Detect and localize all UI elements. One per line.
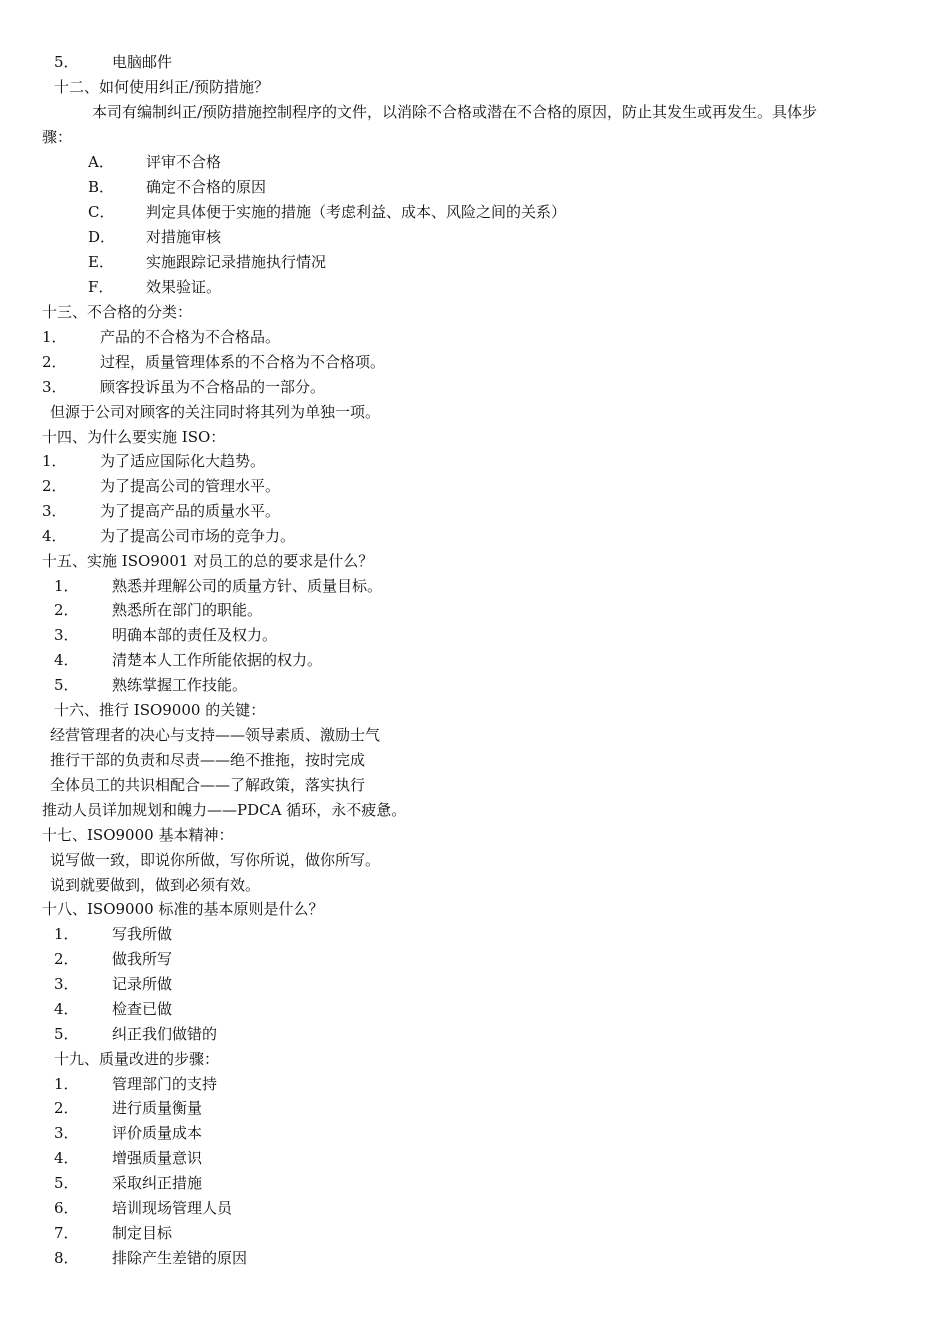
- paragraph-line: [50, 750, 365, 770]
- line-text: 评审不合格: [146, 153, 222, 171]
- section-heading: [54, 77, 269, 97]
- line-text: 制定目标: [112, 1224, 173, 1242]
- line-text: 管理部门的支持: [112, 1075, 218, 1093]
- list-item: [54, 974, 172, 994]
- list-item: [54, 999, 172, 1019]
- list-item: [54, 1173, 202, 1193]
- line-text: 采取纠正措施: [112, 1174, 203, 1192]
- list-number: 5．: [54, 1025, 79, 1043]
- list-number: 5．: [54, 676, 79, 694]
- paragraph-line: [50, 402, 380, 422]
- list-number: 2．: [42, 353, 67, 371]
- line-text: 推动人员详加规划和魄力——PDCA 循环，永不疲惫。: [42, 801, 407, 819]
- list-number: 3．: [54, 1124, 79, 1142]
- list-item: [54, 650, 322, 670]
- list-item: [54, 600, 262, 620]
- line-text: 实施跟踪记录措施执行情况: [146, 253, 327, 271]
- line-text: 十二、如何使用纠正/预防措施？: [54, 78, 270, 96]
- list-number: 4．: [54, 1000, 79, 1018]
- list-item: [88, 252, 326, 272]
- line-text: 十九、质量改进的步骤：: [54, 1050, 220, 1068]
- line-text: 为了提高公司市场的竞争力。: [100, 527, 296, 545]
- section-heading: [42, 302, 192, 322]
- line-text: 评价质量成本: [112, 1124, 203, 1142]
- line-text: 判定具体便于实施的措施（考虑利益、成本、风险之间的关系）: [146, 203, 567, 221]
- list-number: 7．: [54, 1224, 79, 1242]
- list-number: 8．: [54, 1249, 79, 1267]
- list-number: 1．: [54, 577, 79, 595]
- list-item: [42, 526, 295, 546]
- paragraph-line: [50, 725, 380, 745]
- line-text: 推行干部的负责和尽责——绝不推拖，按时完成: [50, 751, 366, 769]
- list-number: F．: [88, 278, 114, 296]
- list-item: [54, 1223, 172, 1243]
- list-item: [54, 1098, 202, 1118]
- list-item: [88, 177, 266, 197]
- line-text: 十三、不合格的分类：: [42, 303, 193, 321]
- line-text: 说写做一致，即说你所做，写你所说，做你所写。: [50, 851, 381, 869]
- list-number: 4．: [54, 651, 79, 669]
- line-text: 说到就要做到，做到必须有效。: [50, 876, 261, 894]
- list-number: B．: [88, 178, 115, 196]
- line-text: 十八、ISO9000 标准的基本原则是什么？: [42, 900, 324, 918]
- list-number: A．: [88, 153, 114, 171]
- list-item: [88, 202, 566, 222]
- list-number: 3．: [54, 626, 79, 644]
- list-number: 5．: [54, 1174, 79, 1192]
- list-number: 3．: [42, 502, 67, 520]
- line-text: 明确本部的责任及权力。: [112, 626, 278, 644]
- list-item: [54, 1074, 217, 1094]
- list-number: 5．: [54, 53, 79, 71]
- list-item: [54, 1198, 232, 1218]
- list-item: [54, 675, 247, 695]
- list-number: 1．: [42, 452, 67, 470]
- section-heading: [42, 899, 323, 919]
- list-item: [42, 352, 385, 372]
- line-text: 十七、ISO9000 基本精神：: [42, 826, 234, 844]
- line-text: 产品的不合格为不合格品。: [100, 328, 281, 346]
- line-text: 效果验证。: [146, 278, 222, 296]
- list-number: 4．: [54, 1149, 79, 1167]
- list-number: D．: [88, 228, 116, 246]
- list-item: [54, 576, 382, 596]
- section-heading: [54, 700, 265, 720]
- list-item: [42, 501, 280, 521]
- line-text: 进行质量衡量: [112, 1099, 203, 1117]
- list-item: [54, 625, 277, 645]
- list-item: [54, 1024, 217, 1044]
- line-text: 为了适应国际化大趋势。: [100, 452, 266, 470]
- list-number: 4．: [42, 527, 67, 545]
- list-item: [54, 1148, 202, 1168]
- line-text: 为了提高产品的质量水平。: [100, 502, 281, 520]
- line-text: 经营管理者的决心与支持——领导素质、激励士气: [50, 726, 381, 744]
- paragraph-line: [92, 102, 817, 122]
- line-text: 十四、为什么要实施 ISO：: [42, 428, 226, 446]
- list-item: [54, 1248, 247, 1268]
- line-text: 写我所做: [112, 925, 173, 943]
- paragraph-line: [50, 775, 365, 795]
- paragraph-line: [50, 875, 260, 895]
- list-number: 6．: [54, 1199, 79, 1217]
- list-number: 2．: [54, 1099, 79, 1117]
- list-number: 3．: [42, 378, 67, 396]
- line-text: 清楚本人工作所能依据的权力。: [112, 651, 323, 669]
- line-text: 电脑邮件: [112, 53, 173, 71]
- list-item: [42, 377, 325, 397]
- line-text: 熟悉所在部门的职能。: [112, 601, 263, 619]
- list-item: [88, 277, 221, 297]
- list-item: [88, 152, 221, 172]
- line-text: 但源于公司对顾客的关注同时将其列为单独一项。: [50, 403, 381, 421]
- list-item: [42, 327, 280, 347]
- list-number: 1．: [54, 925, 79, 943]
- line-text: 纠正我们做错的: [112, 1025, 218, 1043]
- paragraph-line: [50, 850, 380, 870]
- list-number: C．: [88, 203, 115, 221]
- line-text: 培训现场管理人员: [112, 1199, 233, 1217]
- line-text: 增强质量意识: [112, 1149, 203, 1167]
- list-number: 2．: [54, 601, 79, 619]
- list-item: [54, 949, 172, 969]
- line-text: 熟练掌握工作技能。: [112, 676, 248, 694]
- line-text: 熟悉并理解公司的质量方针、质量目标。: [112, 577, 383, 595]
- line-text: 骤：: [42, 128, 73, 146]
- line-text: 十六、推行 ISO9000 的关键：: [54, 701, 266, 719]
- list-item: [88, 227, 221, 247]
- list-number: 1．: [42, 328, 67, 346]
- line-text: 全体员工的共识相配合——了解政策，落实执行: [50, 776, 366, 794]
- list-number: 2．: [54, 950, 79, 968]
- line-text: 确定不合格的原因: [146, 178, 267, 196]
- list-number: E．: [88, 253, 114, 271]
- line-text: 对措施审核: [146, 228, 222, 246]
- line-text: 检查已做: [112, 1000, 173, 1018]
- paragraph-line: [42, 127, 72, 147]
- line-text: 过程，质量管理体系的不合格为不合格项。: [100, 353, 386, 371]
- list-item: [54, 924, 172, 944]
- line-text: 本司有编制纠正/预防措施控制程序的文件，以消除不合格或潜在不合格的原因，防止其发生或再发生。具体步: [92, 103, 818, 121]
- list-number: 1．: [54, 1075, 79, 1093]
- line-text: 排除产生差错的原因: [112, 1249, 248, 1267]
- list-number: 2．: [42, 477, 67, 495]
- list-number: 3．: [54, 975, 79, 993]
- list-item: [42, 451, 265, 471]
- section-heading: [54, 1049, 219, 1069]
- section-heading: [42, 427, 225, 447]
- section-heading: [42, 551, 373, 571]
- list-item: [42, 476, 280, 496]
- section-heading: [42, 825, 233, 845]
- line-text: 十五、实施 ISO9001 对员工的总的要求是什么？: [42, 552, 374, 570]
- line-text: 顾客投诉虽为不合格品的一部分。: [100, 378, 326, 396]
- paragraph-line: [42, 800, 406, 820]
- line-text: 记录所做: [112, 975, 173, 993]
- list-item: [54, 52, 172, 72]
- line-text: 为了提高公司的管理水平。: [100, 477, 281, 495]
- line-text: 做我所写: [112, 950, 173, 968]
- list-item: [54, 1123, 202, 1143]
